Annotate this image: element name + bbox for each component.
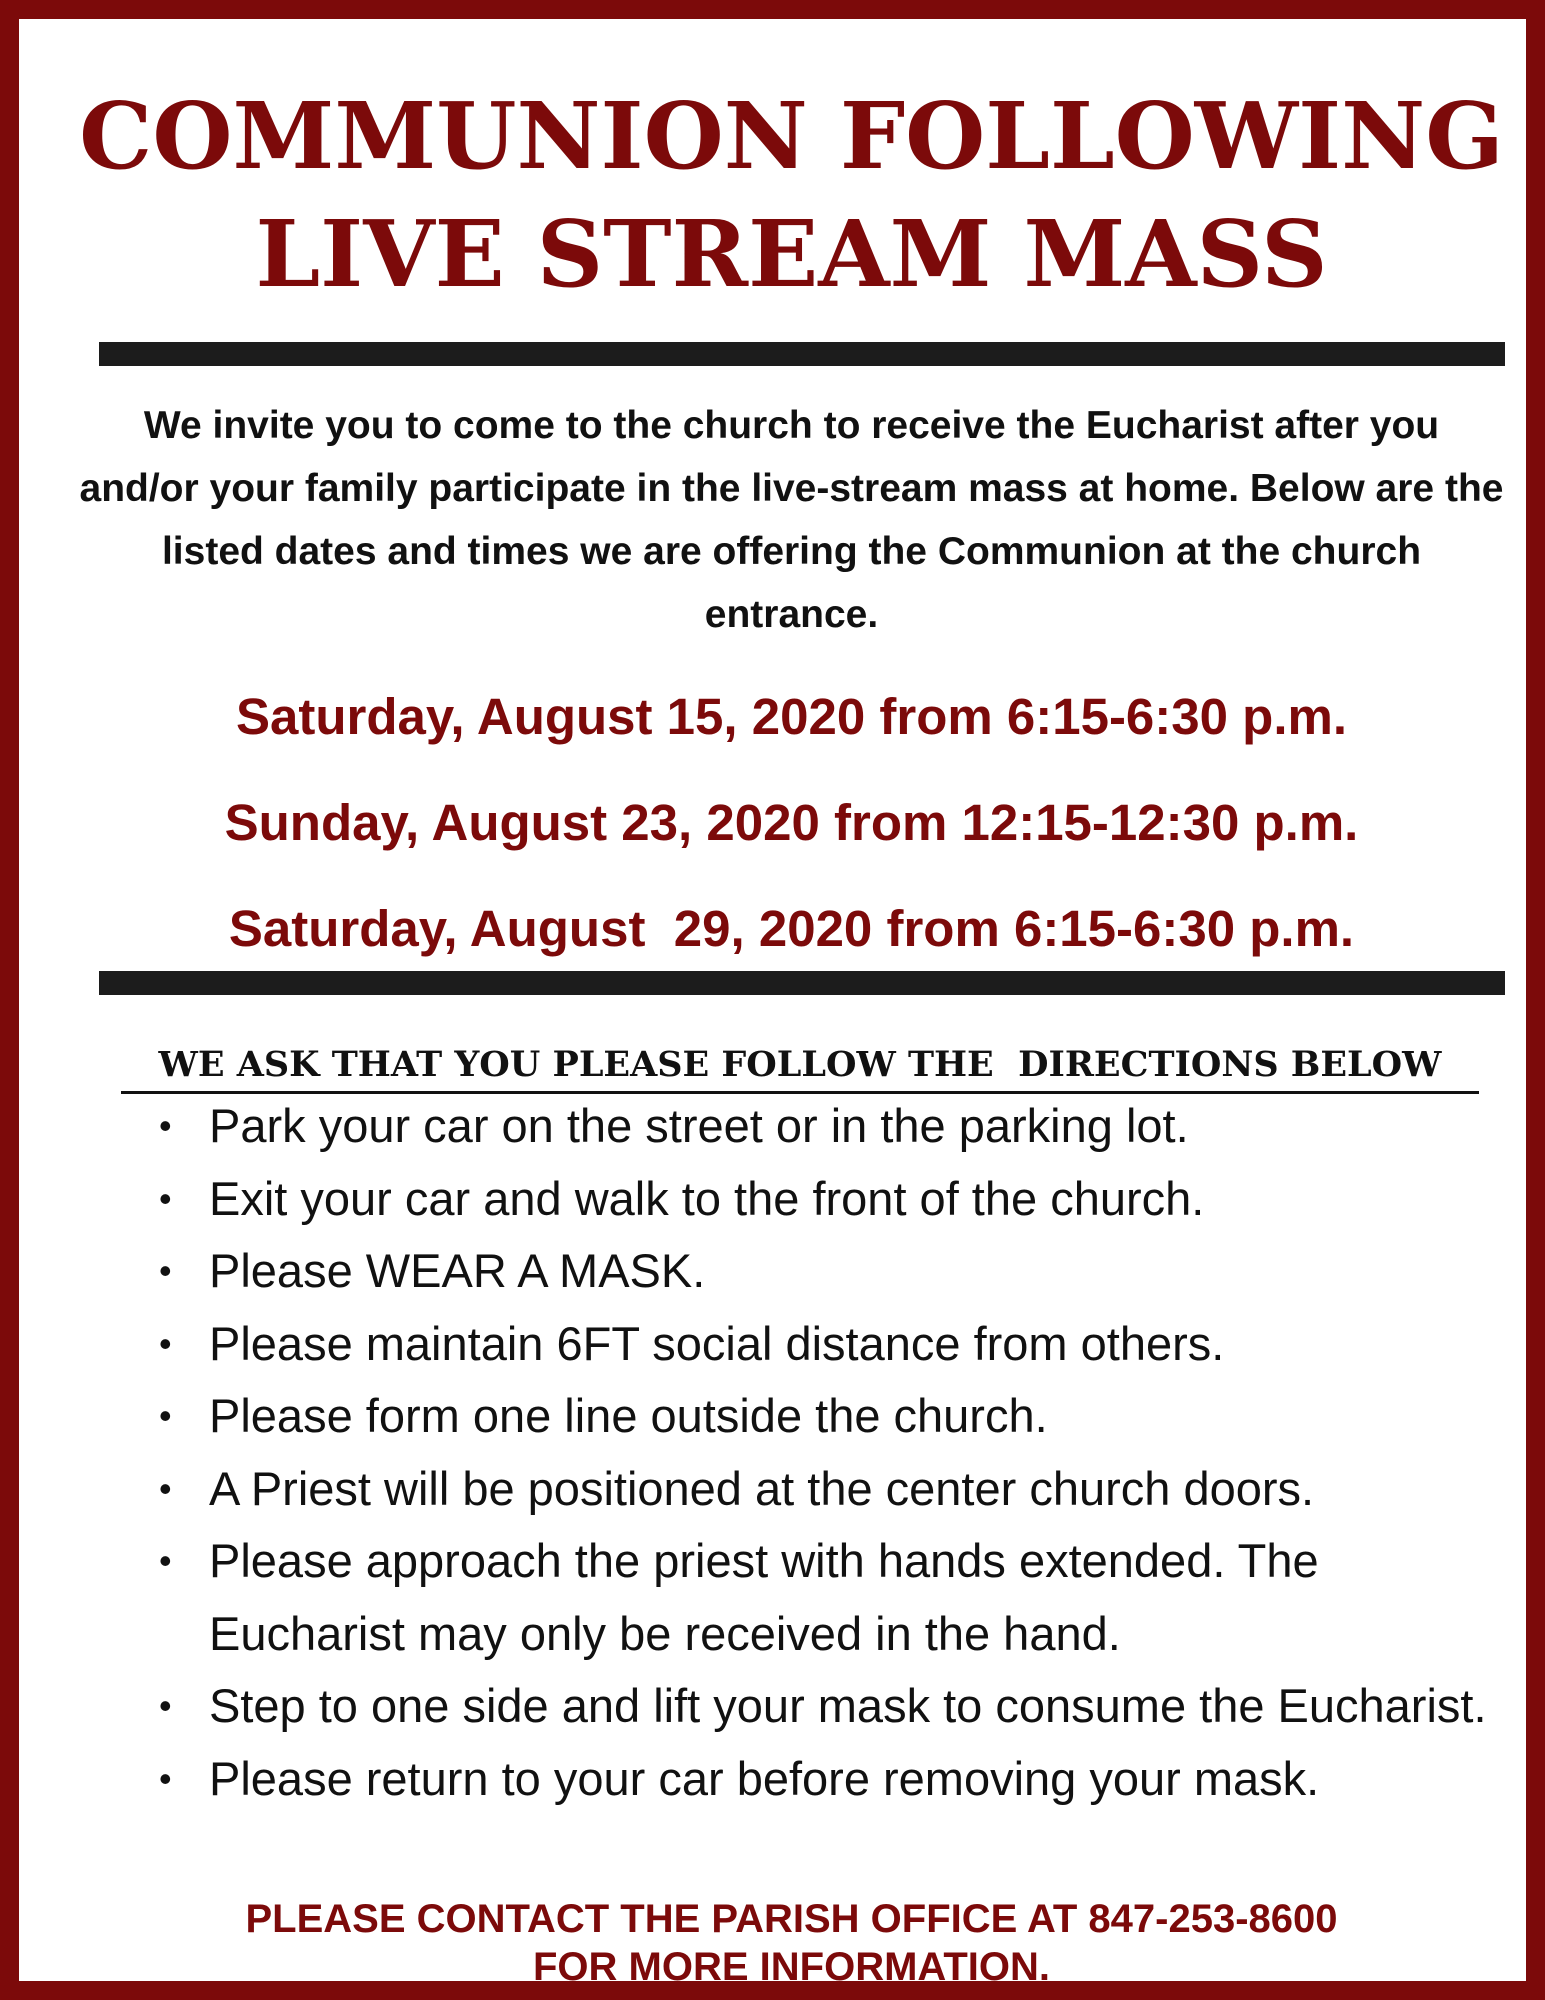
- dates-list: [19, 664, 1545, 982]
- bullet-icon: •: [159, 1322, 172, 1364]
- list-item: [159, 1235, 1489, 1308]
- list-item-text: Please maintain 6FT social distance from others.: [209, 1316, 1225, 1370]
- bullet-icon: •: [159, 1395, 172, 1436]
- bottom-divider: [99, 971, 1505, 995]
- bullet-icon: •: [159, 1685, 172, 1726]
- list-item-text: Please return to your car before removing your mask.: [209, 1751, 1320, 1805]
- list-item-text: A Priest will be positioned at the center church doors.: [209, 1461, 1315, 1515]
- list-item: [159, 1163, 1489, 1236]
- date-item: Saturday, August 29, 2020 from 6:15-6:30 p.m.: [228, 900, 1355, 957]
- directions-heading: WE ASK THAT YOU PLEASE FOLLOW THE DIRECTIONS BELOW: [121, 1039, 1479, 1094]
- list-item-text: Please approach the priest with hands extended. The Eucharist may only be received in the hand.: [209, 1534, 1319, 1660]
- intro-paragraph: We invite you to come to the church to receive the Eucharist after you and/or your family participate in the live-stream mass at home. Below are the listed dates and times we are offering the Communion at the church entrance.: [79, 404, 1504, 636]
- top-divider: [99, 342, 1505, 366]
- list-item-text: Park your car on the street or in the parking lot.: [209, 1099, 1189, 1152]
- date-item: Saturday, August 15, 2020 from 6:15-6:30 p.m.: [235, 688, 1348, 745]
- contact-footer: [19, 1895, 1545, 1991]
- bullet-icon: •: [159, 1177, 172, 1219]
- list-item: [159, 1308, 1489, 1381]
- bullet-icon: •: [159, 1105, 172, 1146]
- list-item-text: Exit your car and walk to the front of the church.: [209, 1171, 1205, 1225]
- contact-line-2: FOR MORE INFORMATION.: [533, 1945, 1050, 1989]
- list-item-text: Step to one side and lift your mask to consume the Eucharist.: [209, 1679, 1487, 1732]
- list-item: [159, 1525, 1489, 1670]
- list-item-text: Please form one line outside the church.: [209, 1389, 1048, 1442]
- contact-line-1: PLEASE CONTACT THE PARISH OFFICE AT 847-253-8600: [245, 1897, 1338, 1941]
- bullet-icon: •: [159, 1467, 172, 1509]
- title-line-2: LIVE STREAM MASS: [255, 200, 1328, 308]
- list-item: [159, 1453, 1489, 1526]
- flyer-title: [19, 77, 1545, 313]
- date-item: Sunday, August 23, 2020 from 12:15-12:30 p.m.: [224, 794, 1359, 851]
- directions-list: [159, 1090, 1489, 1815]
- bullet-icon: •: [159, 1540, 172, 1581]
- list-item: [159, 1743, 1489, 1816]
- list-item: [159, 1670, 1489, 1743]
- bullet-icon: •: [159, 1757, 172, 1799]
- list-item-text: Please WEAR A MASK.: [209, 1244, 706, 1297]
- title-line-1: COMMUNION FOLLOWING: [79, 82, 1504, 190]
- bullet-icon: •: [159, 1250, 172, 1291]
- list-item: [159, 1380, 1489, 1453]
- list-item: [159, 1090, 1489, 1163]
